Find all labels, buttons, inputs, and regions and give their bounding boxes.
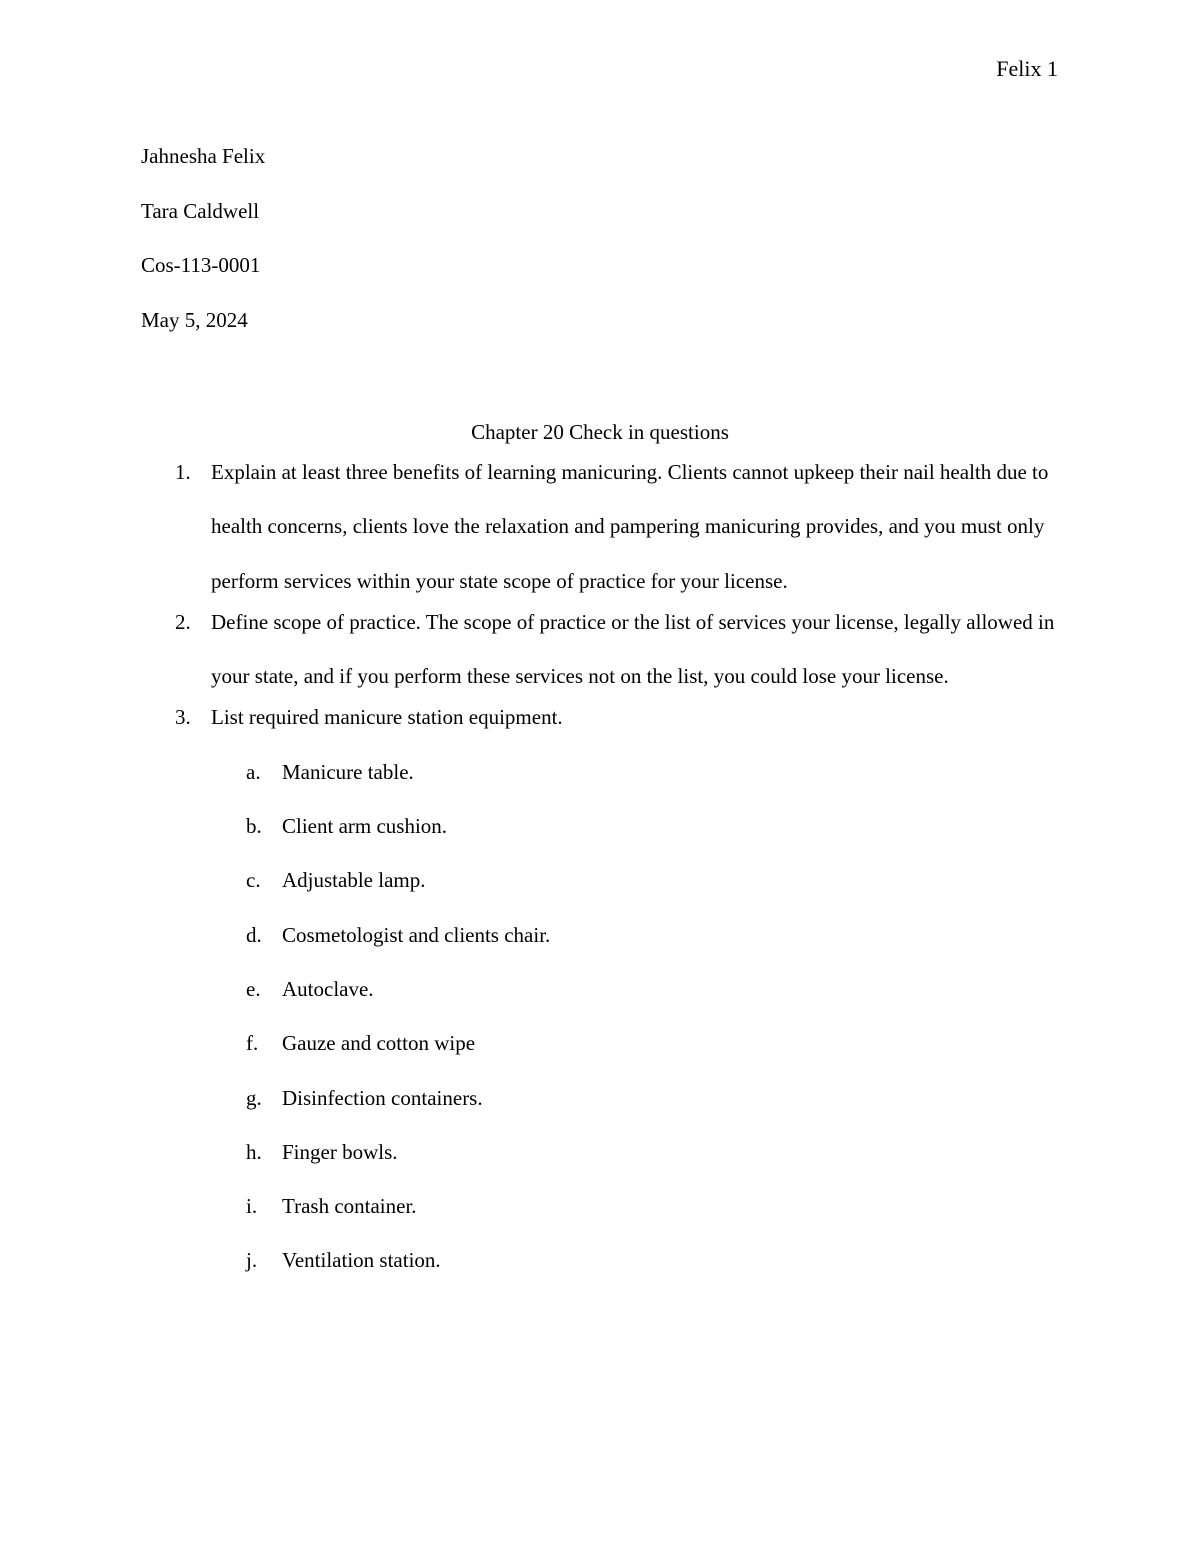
list-item-text: Cosmetologist and clients chair. bbox=[282, 922, 551, 947]
list-item-text: Trash container. bbox=[282, 1194, 417, 1219]
list-item-letter: g. bbox=[246, 1085, 262, 1110]
list-item-text: Finger bowls. bbox=[282, 1139, 398, 1164]
question-item bbox=[141, 690, 1061, 1287]
list-item-letter: c. bbox=[246, 868, 261, 893]
list-item bbox=[211, 1179, 1061, 1233]
list-item-letter: e. bbox=[246, 976, 261, 1001]
list-item-text: Ventilation station. bbox=[282, 1248, 441, 1273]
instructor-name: Tara Caldwell bbox=[141, 198, 260, 223]
date: May 5, 2024 bbox=[141, 307, 248, 332]
list-item-letter: j. bbox=[246, 1248, 258, 1273]
list-item-letter: b. bbox=[246, 814, 262, 839]
list-item bbox=[211, 799, 1061, 853]
question-text: Define scope of practice. The scope of practice or the list of services your license, legally allowed in your state, and if you perform these services not on the list, you could lose your license. bbox=[211, 609, 1055, 689]
list-item bbox=[211, 1125, 1061, 1179]
list-item bbox=[211, 962, 1061, 1016]
list-item-text: Gauze and cotton wipe bbox=[282, 1031, 476, 1056]
list-item-letter: a. bbox=[246, 759, 261, 784]
list-item-text: Autoclave. bbox=[282, 976, 374, 1001]
list-item-text: Manicure table. bbox=[282, 759, 414, 784]
list-item-text: Disinfection containers. bbox=[282, 1085, 483, 1110]
list-item-text: Adjustable lamp. bbox=[282, 868, 426, 893]
list-item bbox=[211, 745, 1061, 799]
list-item-letter: h. bbox=[246, 1139, 262, 1164]
list-item bbox=[211, 1016, 1061, 1070]
question-text: List required manicure station equipment. bbox=[211, 705, 563, 730]
list-item bbox=[211, 1233, 1061, 1287]
course-code: Cos-113-0001 bbox=[141, 253, 261, 277]
list-item bbox=[211, 1071, 1061, 1125]
equipment-list bbox=[211, 745, 1061, 1288]
document-title: Chapter 20 Check in questions bbox=[471, 420, 729, 444]
list-item-letter: f. bbox=[246, 1031, 259, 1056]
question-number: 1. bbox=[175, 460, 191, 484]
list-item-letter: i. bbox=[246, 1194, 258, 1219]
list-item bbox=[211, 908, 1061, 962]
question-item bbox=[141, 445, 1061, 608]
page-header: Felix 1 bbox=[996, 56, 1058, 81]
list-item-letter: d. bbox=[246, 922, 262, 947]
question-text: Explain at least three benefits of learning manicuring. Clients cannot upkeep their nail health due to health concerns, clients love the relaxation and pampering manicuring provides, and you must only perform services within your state scope of practice for your license. bbox=[211, 460, 1049, 593]
mla-heading bbox=[141, 142, 1061, 360]
question-number: 3. bbox=[175, 705, 191, 730]
list-item-text: Client arm cushion. bbox=[282, 814, 448, 839]
question-item bbox=[141, 595, 1061, 704]
list-item bbox=[211, 853, 1061, 907]
question-number: 2. bbox=[175, 609, 191, 634]
student-name: Jahnesha Felix bbox=[141, 144, 266, 168]
question-list bbox=[141, 445, 1061, 1288]
